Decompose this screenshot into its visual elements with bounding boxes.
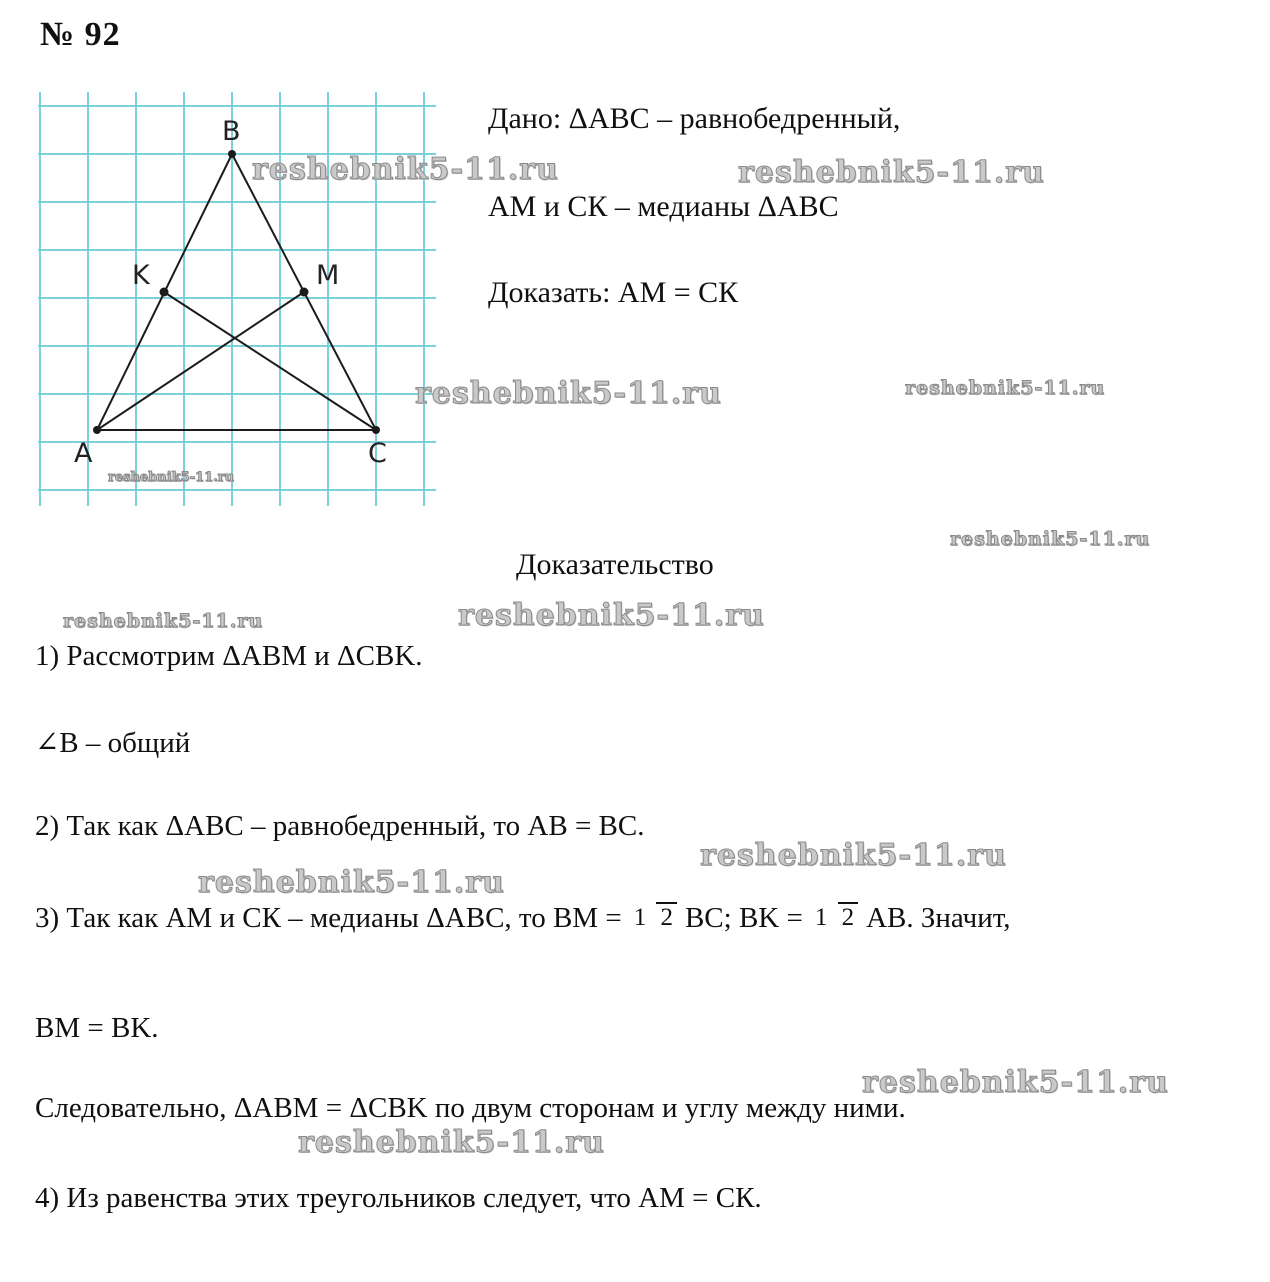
watermark: reshebnik5-11.ru — [252, 152, 559, 187]
proof-angle-line: ∠B – общий — [35, 727, 191, 759]
given-line-1: Дано: ΔABC – равнобедренный, — [488, 102, 901, 135]
problem-number: № 92 — [40, 16, 121, 53]
watermark: reshebnik5-11.ru — [458, 598, 765, 633]
watermark: reshebnik5-11.ru — [738, 155, 1045, 190]
label-c: C — [368, 438, 387, 469]
given-line-2: АМ и СК – медианы ΔABC — [488, 190, 839, 223]
watermark: reshebnik5-11.ru — [415, 376, 722, 411]
proof-step-1: 1) Рассмотрим ΔABM и ΔCBK. — [35, 640, 423, 672]
label-a: A — [74, 438, 93, 469]
watermark: reshebnik5-11.ru — [108, 470, 235, 485]
label-b: B — [222, 116, 241, 147]
label-m: M — [316, 260, 340, 291]
fraction-denominator: 2 — [838, 902, 859, 931]
proof-step-4: 4) Из равенства этих треугольников следует, что АМ = СК. — [35, 1182, 762, 1214]
proof-title: Доказательство — [516, 548, 714, 581]
fraction-numerator: 1 — [633, 904, 647, 932]
fraction-one-half — [811, 904, 858, 933]
watermark: reshebnik5-11.ru — [700, 838, 1007, 873]
step3-mid: BC; BK = — [684, 902, 803, 934]
label-k: K — [132, 260, 150, 291]
step3-suffix: AB. Значит, — [866, 902, 1011, 934]
median-ck — [164, 292, 376, 430]
triangle-figure — [97, 154, 376, 430]
proof-step-2: 2) Так как ΔABC – равнобедренный, то AB = BC. — [35, 810, 645, 842]
triangle-abc — [97, 154, 376, 430]
watermark: reshebnik5-11.ru — [862, 1065, 1169, 1100]
watermark: reshebnik5-11.ru — [198, 865, 505, 900]
watermark: reshebnik5-11.ru — [298, 1125, 605, 1160]
proof-step-3-result: BM = BK. — [35, 1012, 159, 1044]
prove-line: Доказать: АМ = СК — [488, 276, 739, 309]
proof-step-3 — [35, 902, 1011, 935]
watermark: reshebnik5-11.ru — [950, 528, 1151, 550]
proof-conclusion: Следовательно, ΔABM = ΔCBK по двум сторонам и углу между ними. — [35, 1092, 906, 1124]
median-am — [97, 292, 304, 430]
fraction-one-half — [630, 904, 677, 933]
given-block — [488, 102, 900, 364]
fraction-denominator: 2 — [656, 902, 677, 931]
watermark: reshebnik5-11.ru — [905, 377, 1106, 399]
watermark: reshebnik5-11.ru — [63, 610, 264, 632]
fraction-numerator: 1 — [814, 904, 828, 932]
step3-prefix: 3) Так как АМ и СК – медианы ΔABC, то BM = — [35, 902, 622, 934]
